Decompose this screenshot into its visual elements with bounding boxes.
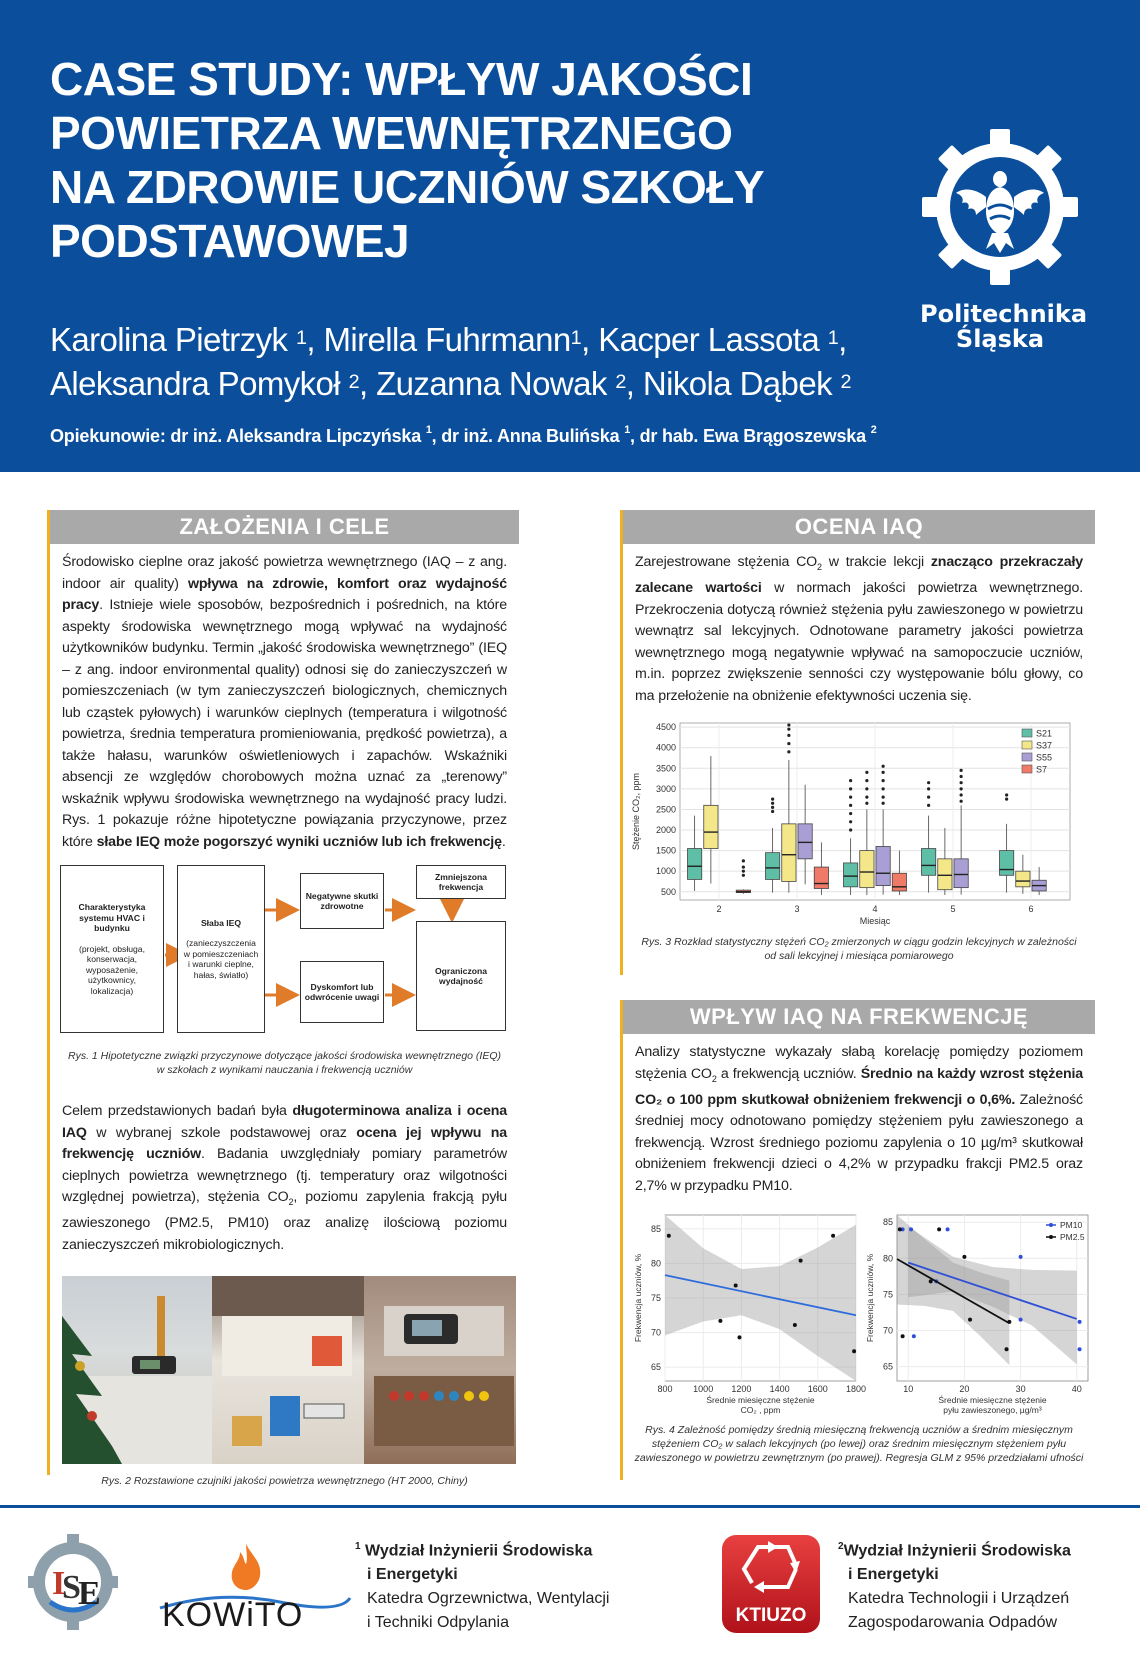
university-name-line: Politechnika — [920, 300, 1088, 328]
box — [1000, 851, 1014, 876]
x-axis-label: CO₂ , ppm — [740, 1405, 781, 1416]
text-run: ocena jej wpływu na frekwencję uczniów — [62, 1124, 507, 1162]
flow-box-discomfort — [300, 961, 384, 1023]
box-outlier — [1005, 798, 1008, 801]
flow-box-hvac — [60, 865, 164, 1033]
text-line: odwrócenie uwagi — [304, 992, 380, 1002]
data-point — [831, 1234, 835, 1238]
sensor-photo-1 — [62, 1276, 212, 1464]
text-line: Rys. 3 Rozkład statystyczny stężeń CO₂ zmierzonych w ciągu godzin lekcyjnych w zależności — [641, 936, 1077, 949]
author-affiliation-number: 2 — [840, 371, 851, 393]
co2-attendance-scatter — [631, 1209, 867, 1419]
y-axis-label: Frekwencja uczniów, % — [633, 1254, 643, 1343]
figure-2-caption: Rys. 2 Rozstawione czujniki jakości powietrza wewnętrznego (HT 2000, Chiny) — [101, 1475, 468, 1488]
legend-marker — [1049, 1235, 1053, 1239]
affiliation-title: i Energetyki — [367, 1566, 458, 1584]
x-tick-label: 5 — [950, 904, 956, 915]
y-tick-label: 70 — [882, 1325, 893, 1336]
box — [938, 859, 952, 890]
box — [814, 867, 828, 888]
text-line: wyposażenie, — [85, 964, 139, 975]
svg-text:I: I — [52, 1565, 66, 1602]
flow-box-performance — [416, 921, 506, 1031]
data-point — [1007, 1320, 1011, 1324]
y-tick-label: 4000 — [655, 743, 676, 754]
co2-boxplot-chart — [625, 715, 1095, 935]
data-point — [901, 1335, 905, 1339]
text-line: w pomieszczeniach — [183, 948, 259, 959]
affiliation-dept: Katedra Technologii i Urządzeń — [848, 1590, 1070, 1608]
legend-label: S21 — [1036, 728, 1053, 739]
x-tick-label: 1600 — [807, 1384, 828, 1395]
y-tick-label: 75 — [650, 1293, 661, 1304]
legend-label: S55 — [1036, 752, 1053, 763]
text-run: w wybranej szkole podstawowej oraz — [86, 1124, 357, 1141]
author-name: Karolina Pietrzyk — [50, 321, 296, 358]
supervisor-text: Opiekunowie: dr inż. Aleksandra Lipczyńska — [50, 426, 426, 446]
box-outlier — [787, 751, 790, 754]
author-affiliation-number: 1 — [570, 327, 582, 349]
box-outlier — [1005, 794, 1008, 797]
box — [844, 863, 858, 887]
box-outlier — [865, 779, 868, 782]
text-line: systemu HVAC i — [79, 912, 145, 923]
y-tick-label: 3000 — [655, 784, 676, 795]
data-point — [1078, 1348, 1082, 1352]
x-axis-label: Miesiąc — [859, 916, 891, 927]
figure-1-caption — [50, 1049, 519, 1077]
affiliation-1 — [355, 1535, 609, 1635]
goals-paragraph-1 — [50, 552, 519, 853]
box-outlier — [960, 788, 963, 791]
data-point — [968, 1318, 972, 1322]
goals-paragraph-2 — [50, 1101, 519, 1256]
kowito-logo-text: KOWiTO — [162, 1596, 304, 1634]
legend-label: PM2.5 — [1060, 1232, 1085, 1243]
data-point — [962, 1255, 966, 1259]
y-tick-label: 1000 — [655, 866, 676, 877]
flow-box-title — [79, 902, 146, 934]
box-outlier — [771, 802, 774, 805]
legend-swatch — [1022, 729, 1032, 737]
box-outlier — [787, 742, 790, 745]
text-line: i warunki cieplne, — [188, 959, 254, 970]
svg-text:E: E — [78, 1575, 101, 1612]
data-point — [1019, 1255, 1023, 1259]
affiliation-title: Wydział Inżynierii Środowiska — [365, 1542, 593, 1560]
text-run: w trakcie lekcji — [821, 554, 931, 570]
text-line: użytkownicy, — [87, 975, 137, 985]
supervisor-text: , dr hab. Ewa Brągoszewska — [630, 426, 871, 446]
university-name — [920, 300, 1088, 353]
text-line: konserwacja, — [86, 954, 138, 964]
data-point — [937, 1228, 941, 1232]
data-point — [912, 1335, 916, 1339]
text-run: długoterminowa analiza i ocena IAQ — [62, 1103, 507, 1141]
author-separator: , — [581, 321, 599, 358]
box-outlier — [865, 771, 868, 774]
text-run: . — [501, 833, 506, 850]
authors-line — [50, 318, 851, 362]
section-heading: WPŁYW IAQ NA FREKWENCJĘ — [623, 1000, 1095, 1034]
photo-scene-1 — [62, 1276, 212, 1464]
x-tick-label: 30 — [1015, 1384, 1026, 1395]
box-outlier — [849, 812, 852, 815]
text-line: wydajność — [439, 976, 483, 986]
author-affiliation-number: 2 — [615, 371, 626, 393]
text-line: (zanieczyszczenia — [186, 938, 256, 949]
box-outlier — [742, 860, 745, 863]
box — [704, 806, 718, 849]
text-run: . Badania uwzględniały pomiary parametrów cieplnych powietrza wewnętrznego (tj. temperatury oraz wilgotności względnej powietrza), stężenia CO — [62, 1146, 507, 1205]
data-point — [718, 1319, 722, 1323]
box-outlier — [960, 800, 963, 803]
supervisor-text: , dr inż. Anna Bulińska — [431, 426, 625, 446]
text-run: znacząco przekraczały zalecane wartości — [635, 554, 1083, 597]
box-outlier — [882, 779, 885, 782]
box-outlier — [927, 804, 930, 807]
x-tick-label: 1000 — [693, 1384, 714, 1395]
y-tick-label: 70 — [650, 1327, 661, 1338]
text-run: Środowisko cieplne oraz jakość powietrza wewnętrznego (IAQ – z ang. indoor air quality) — [62, 554, 507, 592]
text-line: stężeniem CO₂ w salach lekcyjnych (po lewej) oraz średnim miesięcznym stężeniem pyłu — [651, 1438, 1067, 1451]
text-run: 2 — [817, 561, 822, 572]
text-line: frekwencja — [438, 882, 484, 892]
data-point — [909, 1228, 913, 1232]
box-outlier — [960, 794, 963, 797]
author-name: Mirella Fuhrmann — [323, 321, 571, 358]
ktiuzo-logo-text: KTIUZO — [735, 1605, 807, 1626]
box-outlier — [882, 788, 885, 791]
box — [860, 851, 874, 888]
y-axis-label: Stężenie CO₂, ppm — [631, 773, 641, 851]
text-run: . Istnieje wiele sposobów, bezpośrednich i pośrednich, na które aspekty środowiska wewnętrznego mogą wpływać na wydajność użytkowników budynku. Termin „jakość środowiska wewnętrznego” (IEQ – z ang. indoor environmental quality) odnosi się do zanieczyszczeń w pomieszczeniach (w tym zanieczyszczeń biologicznych, chemicznych lub cząstek pyłowych) i warunków cieplnych (temperatura i wilgotność powietrza, średnia temperatura promieniowania, prędkość powietrza), a także hałasu, warunków oświetleniowych i zapachów. Wskaźniki absencji ze względów chorobowych można uznać za „terenowy” wskaźnik wpływu środowiska wewnętrznego na wydajność pracy ludzi. Rys. 1 pokazuje różne hipotetyczne powiązania przyczynowe, przez które — [62, 597, 507, 850]
affiliation-dept: i Techniki Odpylania — [367, 1614, 510, 1632]
title-line: POWIETRZA WEWNĘTRZNEGO — [50, 107, 733, 159]
section-heading: ZAŁOŻENIA I CELE — [50, 510, 519, 544]
author-affiliation-number: 2 — [348, 371, 359, 393]
figure-4-caption — [623, 1423, 1095, 1465]
text-run: a frekwencją uczniów. — [716, 1065, 861, 1082]
box-outlier — [787, 728, 790, 731]
y-tick-label: 80 — [882, 1253, 893, 1264]
sensor-photo-2 — [212, 1276, 364, 1464]
legend-label: PM10 — [1060, 1220, 1083, 1231]
y-tick-label: 80 — [650, 1258, 661, 1269]
box-outlier — [787, 734, 790, 737]
box — [892, 874, 906, 892]
flow-box-title — [305, 982, 380, 1003]
box — [922, 849, 936, 876]
box-outlier — [865, 802, 868, 805]
footer-divider — [0, 1505, 1140, 1508]
text-run: 2 — [288, 1196, 294, 1207]
box — [766, 853, 780, 880]
header-banner — [0, 0, 1140, 472]
text-run: Średnio na każdy wzrost stężenia CO₂ o 100 ppm skutkował obniżeniem frekwencji o 0,6%. — [635, 1065, 1083, 1108]
text-line: Ograniczona — [434, 965, 488, 976]
x-tick-label: 6 — [1028, 904, 1034, 915]
text-run: wpływa na zdrowie, komfort oraz wydajność pracy — [62, 575, 507, 613]
box — [954, 859, 968, 888]
text-line: lokalizacja) — [90, 985, 134, 996]
box-outlier — [927, 788, 930, 791]
affiliation-sup: 1 — [355, 1541, 361, 1552]
legend-swatch — [1022, 753, 1032, 761]
data-point — [734, 1284, 738, 1288]
flow-box-poor-ieq — [177, 865, 265, 1033]
box-outlier — [849, 788, 852, 791]
box — [688, 849, 702, 880]
flame-icon — [226, 1542, 266, 1592]
box-outlier — [927, 781, 930, 784]
x-tick-label: 4 — [872, 904, 878, 915]
text-line: od sali lekcyjnej i miesiąca pomiarowego — [764, 950, 954, 963]
box-outlier — [771, 810, 774, 813]
flow-box-body — [184, 938, 259, 980]
x-tick-label: 40 — [1071, 1384, 1082, 1395]
text-line: Negatywne skutki — [305, 890, 379, 901]
author-affiliation-number: 1 — [295, 327, 307, 349]
box-outlier — [960, 781, 963, 784]
data-point — [667, 1234, 671, 1238]
data-point — [946, 1228, 950, 1232]
university-gear-eagle-icon — [920, 127, 1080, 287]
title-line: CASE STUDY: WPŁYW JAKOŚCI — [50, 53, 753, 105]
y-tick-label: 75 — [882, 1289, 893, 1300]
data-point — [1019, 1318, 1023, 1322]
title-line: NA ZDROWIE UCZNIÓW SZKOŁY — [50, 161, 765, 213]
y-tick-label: 2000 — [655, 825, 676, 836]
box-outlier — [882, 796, 885, 799]
x-tick-label: 20 — [959, 1384, 970, 1395]
text-run: Zarejestrowane stężenia CO — [635, 554, 818, 570]
box-outlier — [882, 771, 885, 774]
text-line: Charakterystyka — [78, 902, 146, 912]
text-run: Zależność średniej mocy odnotowano pomiędzy stężeniem pyłu zawieszonego a frekwencją. Wzrost średniego poziomu zapylenia o 10 µg/m³ skutkował obniżeniem frekwencji dzieci o 4,2% w przypadku frakcji PM2.5 oraz 2,7% w przypadku PM10. — [635, 1091, 1083, 1194]
author-name: Aleksandra Pomykoł — [50, 365, 349, 402]
box-outlier — [865, 796, 868, 799]
box-outlier — [849, 779, 852, 782]
affiliation-2 — [838, 1535, 1071, 1635]
affiliation-dept: Zagospodarowania Odpadów — [848, 1614, 1058, 1632]
supervisor-affiliation-number: 1 — [425, 424, 432, 436]
x-tick-label: 3 — [794, 904, 800, 915]
pm-attendance-scatter — [863, 1209, 1095, 1419]
authors — [50, 318, 851, 406]
x-axis-label: Średnie miesięczne stężenie — [706, 1395, 815, 1406]
poster-title — [50, 52, 850, 268]
text-run: , poziomu zapylenia frakcją pyłu zawieszonego (PM2.5, PM10) oraz analizę ilościową poziomu zanieczyszczeń mikrobiologicznych. — [62, 1189, 507, 1253]
text-line: Dyskomfort lub — [310, 981, 374, 992]
box-outlier — [849, 821, 852, 824]
box — [876, 847, 890, 886]
y-tick-label: 500 — [660, 887, 676, 898]
x-tick-label: 2 — [716, 904, 722, 915]
y-tick-label: 2500 — [655, 804, 676, 815]
figure-3-caption — [623, 935, 1095, 963]
flow-box-title — [435, 966, 487, 987]
supervisor-affiliation-number: 1 — [624, 424, 631, 436]
author-affiliation-number: 1 — [827, 327, 839, 349]
box-outlier — [771, 798, 774, 801]
photo-scene-2 — [212, 1276, 364, 1464]
text-line: Zmniejszona — [434, 871, 488, 882]
author-name: Nikola Dąbek — [642, 365, 841, 402]
svg-text:S: S — [62, 1569, 81, 1606]
attendance-paragraph — [623, 1042, 1095, 1197]
text-run: Analizy statystyczne wykazały słabą korelację pomiędzy poziomem stężenia CO — [635, 1044, 1083, 1082]
affiliation-dept: Katedra Ogrzewnictwa, Wentylacji — [367, 1590, 610, 1608]
ise-logo-icon — [28, 1532, 118, 1632]
data-point — [898, 1228, 902, 1232]
text-line: hałas, światło) — [193, 969, 249, 980]
box — [798, 824, 812, 859]
title-line: PODSTAWOWEJ — [50, 215, 410, 267]
data-point — [1005, 1348, 1009, 1352]
y-tick-label: 85 — [650, 1224, 661, 1235]
section-attendance — [620, 1000, 1095, 1480]
x-tick-label: 1400 — [769, 1384, 790, 1395]
box-outlier — [882, 765, 885, 768]
affiliation-sup: 2 — [838, 1541, 844, 1552]
box-outlier — [742, 866, 745, 869]
data-point — [852, 1350, 856, 1354]
sensor-photo-3 — [364, 1276, 516, 1464]
text-line: zdrowotne — [320, 901, 364, 911]
box-outlier — [787, 724, 790, 727]
x-axis-label: pyłu zawieszonego, µg/m³ — [943, 1405, 1042, 1416]
y-tick-label: 65 — [882, 1361, 893, 1372]
y-axis-label: Frekwencja uczniów, % — [865, 1254, 875, 1343]
section-heading: OCENA IAQ — [623, 510, 1095, 544]
x-axis-label: Średnie miesięczne stężenie — [938, 1395, 1047, 1406]
supervisor-affiliation-number: 2 — [870, 424, 877, 436]
author-name: Zuzanna Nowak — [376, 365, 616, 402]
fig4-charts — [631, 1209, 1095, 1419]
box-outlier — [849, 804, 852, 807]
author-separator: , — [358, 365, 377, 402]
text-line: Rys. 4 Zależność pomiędzy średnią miesięczną frekwencją uczniów a średnim miesięcznym — [645, 1424, 1073, 1437]
flow-box-title — [435, 872, 487, 893]
section-goals — [47, 510, 519, 1488]
box — [782, 824, 796, 882]
box-outlier — [865, 788, 868, 791]
authors-line — [50, 362, 851, 406]
recycle-icon — [722, 1535, 820, 1605]
data-point — [793, 1323, 797, 1327]
y-tick-label: 4500 — [655, 722, 676, 733]
sensor-photos — [62, 1276, 516, 1464]
author-separator: , — [306, 321, 324, 358]
text-run: w normach jakości powietrza wewnętrznego. Przekroczenia dotyczą również stężenia pyłu zawieszonego w powietrzu wewnątrz sal lekcyjnych. Odnotowane parametry jakości powietrza wewnętrznego mogą negatywnie wpływać na samopoczucie uczniów, m.in. poprzez zwiększenie senności czy występowanie bólu głowy, co ma przełożenie na obniżenie efektywności uczenia się. — [635, 580, 1083, 704]
x-tick-label: 1800 — [845, 1384, 867, 1395]
text-run: Celem przedstawionych badań była — [62, 1103, 293, 1119]
y-tick-label: 65 — [650, 1362, 661, 1373]
text-line: (projekt, obsługa, — [79, 943, 145, 954]
data-point — [1078, 1320, 1082, 1324]
flow-box-body — [79, 944, 145, 997]
legend-marker — [1049, 1223, 1053, 1227]
legend-swatch — [1022, 765, 1032, 773]
box-outlier — [849, 796, 852, 799]
author-name: Kacper Lassota — [598, 321, 828, 358]
box — [1016, 872, 1030, 888]
text-line: w szkołach z wynikami nauczania i frekwencją uczniów — [156, 1064, 413, 1076]
author-separator: , — [838, 321, 847, 358]
box-outlier — [771, 806, 774, 809]
box-outlier — [849, 829, 852, 832]
text-line: zawieszonego w powietrzu zewnętrznym (po prawej). Regresja GLM z 95% przedziałami ufności — [634, 1452, 1084, 1465]
section-iaq — [620, 510, 1095, 975]
x-tick-label: 10 — [903, 1384, 914, 1395]
box-outlier — [882, 802, 885, 805]
university-name-line: Śląska — [955, 325, 1045, 353]
data-point — [737, 1336, 741, 1340]
legend-swatch — [1022, 741, 1032, 749]
y-tick-label: 3500 — [655, 763, 676, 774]
affiliation-title: i Energetyki — [848, 1566, 939, 1584]
legend-label: S7 — [1036, 764, 1048, 775]
supervisors — [50, 426, 877, 447]
box-outlier — [742, 874, 745, 877]
box-outlier — [960, 769, 963, 772]
text-run: 2 — [711, 1073, 717, 1084]
text-line: Słaba IEQ — [200, 917, 242, 928]
flow-box-title — [201, 918, 241, 929]
text-run: słabe IEQ może pogorszyć wyniki uczniów lub ich frekwencję — [96, 833, 502, 850]
data-point — [929, 1280, 933, 1284]
flow-box-attendance — [416, 865, 506, 899]
box-outlier — [927, 796, 930, 799]
affiliation-title: Wydział Inżynierii Środowiska — [843, 1542, 1071, 1560]
photo-scene-3 — [364, 1276, 516, 1464]
x-tick-label: 1200 — [731, 1384, 752, 1395]
text-line: budynku — [94, 923, 130, 933]
flow-box-health — [300, 873, 384, 929]
author-separator: , — [625, 365, 643, 402]
box-outlier — [960, 775, 963, 778]
causal-flow-diagram — [60, 865, 515, 1045]
x-tick-label: 800 — [657, 1384, 673, 1395]
box-outlier — [742, 870, 745, 873]
data-point — [799, 1259, 803, 1263]
text-line: Rys. 1 Hipotetyczne związki przyczynowe dotyczące jakości środowiska wewnętrznego (IEQ) — [68, 1050, 501, 1062]
y-tick-label: 85 — [882, 1217, 893, 1228]
legend-label: S37 — [1036, 740, 1053, 751]
iaq-paragraph — [623, 552, 1095, 707]
flow-box-title — [306, 891, 379, 912]
y-tick-label: 1500 — [655, 845, 676, 856]
ktiuzo-logo — [722, 1535, 820, 1633]
